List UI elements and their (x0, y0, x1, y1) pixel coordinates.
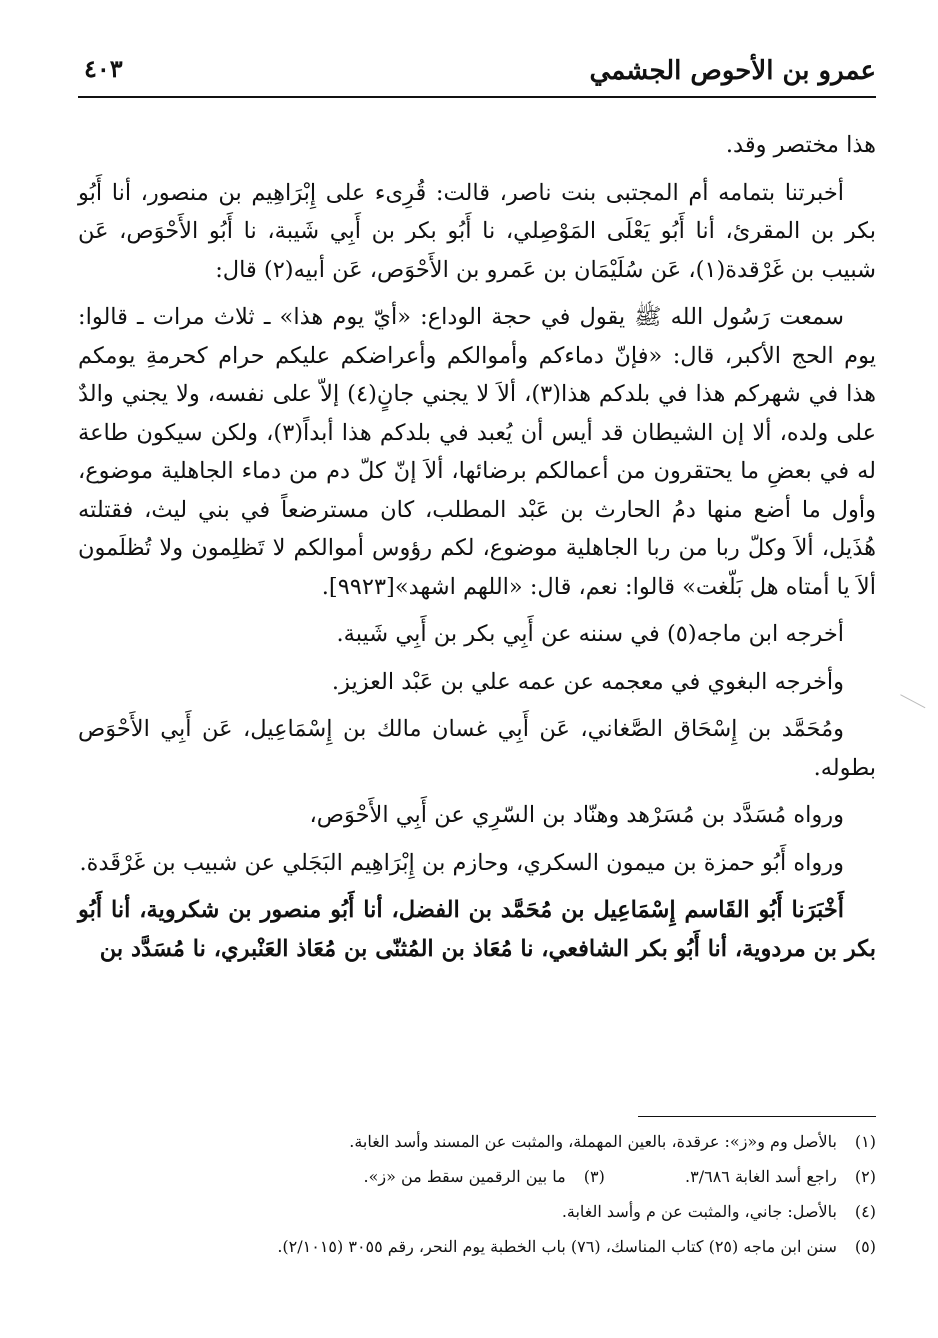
footnote-item (156, 1124, 876, 1159)
running-title: عمرو بن الأحوص الجشمي (589, 56, 876, 86)
footnote-text: بالأصل وم و«ز»: عرقدة، بالعين المهملة، والمثبت عن المسند وأسد الغابة. (349, 1132, 837, 1151)
paragraph: ورواه مُسَدَّد بن مُسَرْهد وهنّاد بن السّرِي عن أَبِي الأَحْوَص، (309, 802, 844, 828)
footnotes (156, 1124, 876, 1264)
footnote-item (156, 1159, 876, 1194)
paragraph: وأخرجه البغوي في معجمه عن عمه علي بن عَبْد العزيز. (331, 668, 844, 695)
footnote-number: (٣) (583, 1167, 605, 1186)
footnote-separator (638, 1116, 876, 1117)
footnote-text: بالأصل: جاني، والمثبت عن م وأسد الغابة. (561, 1202, 837, 1221)
paragraph: هذا مختصر وقد. (725, 132, 876, 158)
main-text (78, 126, 876, 977)
footnote-text: راجع أسد الغابة ٣/٦٨٦. (685, 1167, 837, 1186)
page-number: ٤٠٣ (84, 54, 123, 83)
paragraph: ورواه أَبُو حمزة بن ميمون السكري، وحازم بن إِبْرَاهِيم البَجَلي عن شبيب بن غَرْقَدة. (79, 849, 844, 876)
scan-margin-mark (895, 694, 926, 719)
footnote-text: ما بين الرقمين سقط من «ز». (363, 1167, 566, 1186)
paragraph: ومُحَمَّد بن إِسْحَاق الصَّغاني، عَن أَبِي غسان مالك بن إِسْمَاعِيل، عَن أَبِي الأَحْوَص بطوله. (78, 716, 876, 781)
paragraph: أخرجه ابن ماجه(٥) في سننه عن أَبِي بكر بن أَبِي شَيبة. (336, 621, 844, 647)
paragraph-isnad: أَخْبَرَنا أَبُو القَاسم إِسْمَاعِيل بن مُحَمَّد بن الفضل، أنا أَبُو منصور بن شكروية، أنا أَبُو بكر بن مردوية، أنا أَبُو بكر الشافعي، نا مُعَاذ بن المُثنّى بن مُعَاذ العَنْبري، نا مُسَدَّد بن (78, 897, 876, 962)
footnote-number: (١) (854, 1132, 876, 1151)
paragraph-hadith: سمعت رَسُول الله ﷺ يقول في حجة الوداع: «أيّ يوم هذا» ـ ثلاث مرات ـ قالوا: يوم الحج الأكبر، قال: «فإنّ دماءكم وأموالكم وأعراضكم عليكم حرام كحرمةِ يومكم هذا في شهركم هذا في بلدكم هذا(٣)، ألاَ لا يجني جانٍ(٤) إلاّ على نفسه، ولا يجني والدٌ على ولده، ألا إن الشيطان قد أيس أن يُعبد في بلدكم هذا أبداً(٣)، ولكن سيكون طاعة له في بعضِ ما يحتقرون من أعمالكم برضائها، ألاَ إنّ كلّ دم من دماء الجاهلية موضوع، وأول ما أضع منها دمُ الحارث بن عَبْد المطلب، كان مسترضعاً في بني ليث، فقتلته هُذَيل، ألاَ وكلّ ربا من ربا الجاهلية موضوع، لكم رؤوس أموالكم لا تَظلِمون ولا تُظلَمون ألاَ يا أمتاه هل بَلّغت» قالوا: نعم، قال: «اللهم اشهد»[٩٩٢٣]. (78, 304, 876, 600)
footnote-item (156, 1229, 876, 1264)
page-header (78, 52, 876, 98)
footnote-number: (٢) (854, 1167, 876, 1186)
footnote-item (156, 1194, 876, 1229)
paragraph-isnad: أخبرتنا بتمامه أم المجتبى بنت ناصر، قالت: قُرِىء على إِبْرَاهِيم بن منصور، أنا أَبُو بكر بن المقرئ، أنا أَبُو يَعْلَى المَوْصِلي، نا أَبُو بكر بن أَبِي شَيبة، نا أَبُو الأَحْوَص، عَن شبيب بن غَرْقدة(١)، عَن سُلَيْمَان بن عَمرو بن الأَحْوَص، عَن أبيه(٢) قال: (78, 179, 876, 283)
footnote-number: (٥) (854, 1237, 876, 1256)
footnote-text: سنن ابن ماجه (٢٥) كتاب المناسك، (٧٦) باب الخطبة يوم النحر، رقم ٣٠٥٥ (٢/١٠١٥). (277, 1237, 837, 1256)
footnote-number: (٤) (854, 1202, 876, 1221)
